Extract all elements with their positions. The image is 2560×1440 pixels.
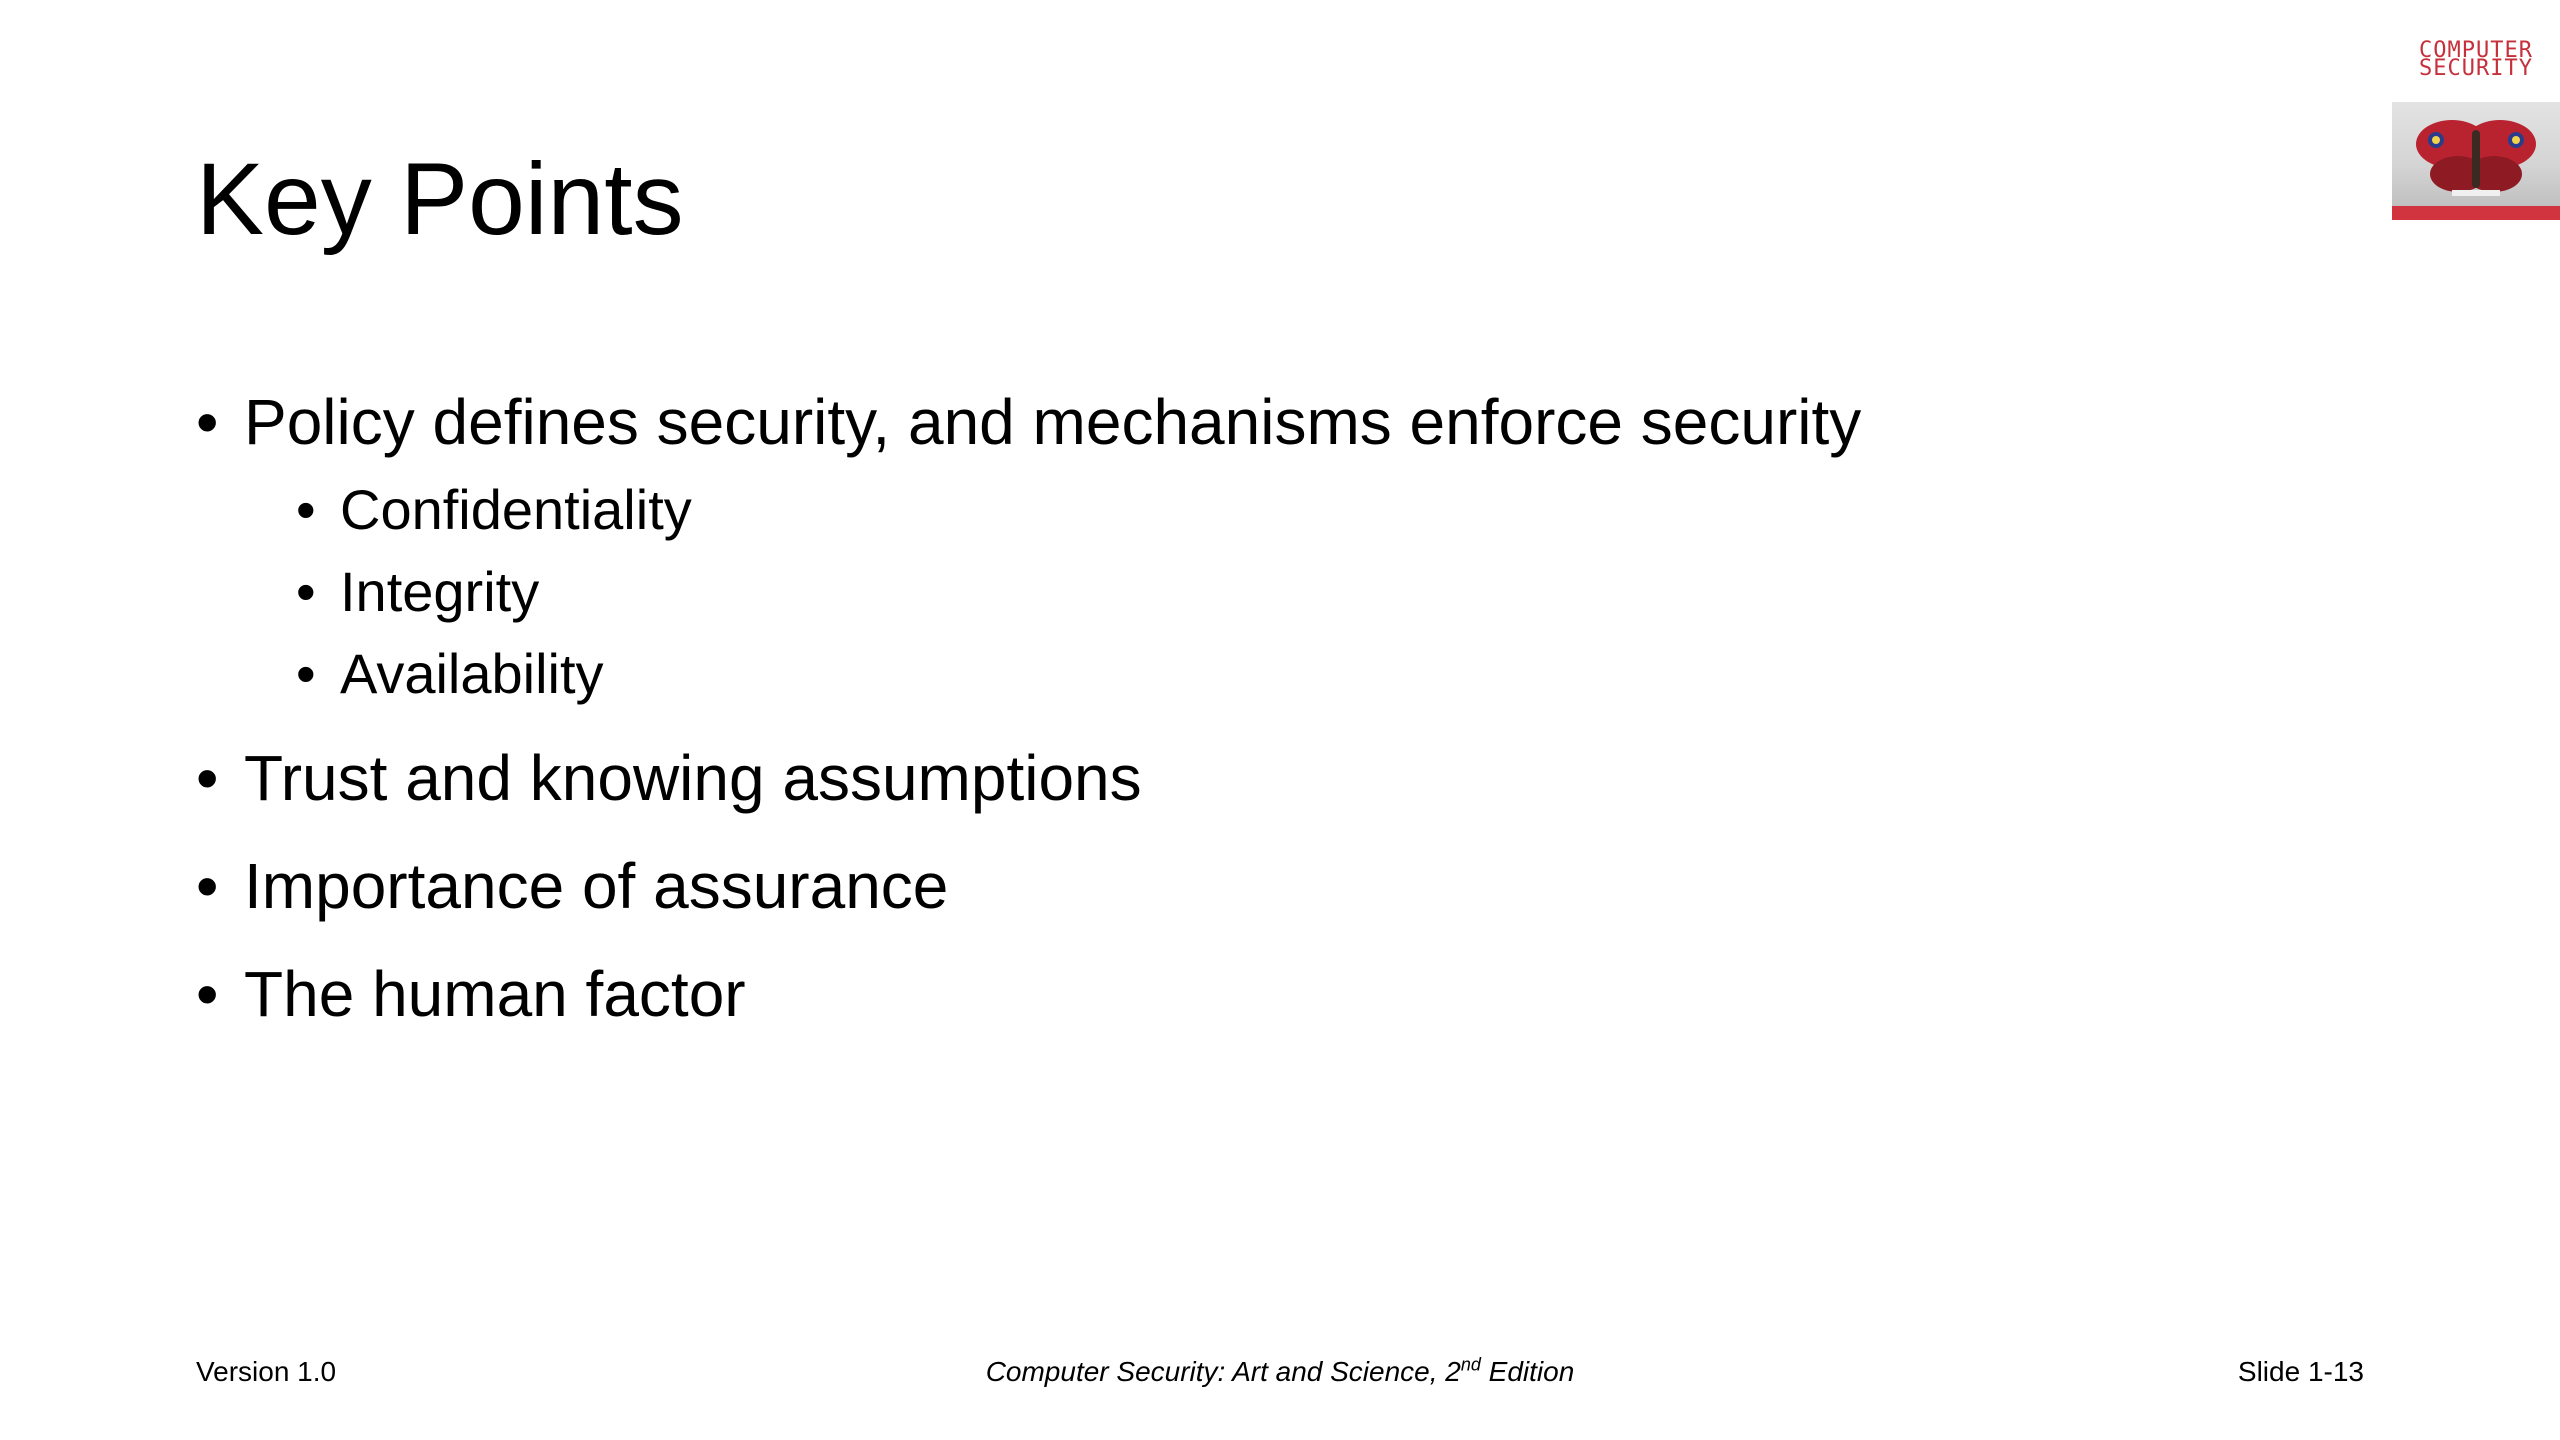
bullet-text: Trust and knowing assumptions xyxy=(244,742,1142,814)
sub-bullet-list xyxy=(292,478,2296,705)
footer-version: Version 1.0 xyxy=(196,1356,337,1387)
butterfly-icon xyxy=(2392,102,2560,208)
bullet-text: Policy defines security, and mechanisms enforce security xyxy=(244,386,1862,458)
bullet-item xyxy=(196,958,2296,1030)
bullet-item xyxy=(196,850,2296,922)
footer-slide-number: Slide 1-13 xyxy=(2237,1356,2364,1387)
bullet-item xyxy=(196,386,2296,705)
bullet-text: The human factor xyxy=(244,958,746,1030)
footer-book-title xyxy=(0,1354,2560,1387)
book-cover-title-line1: COMPUTER xyxy=(2419,38,2533,63)
bullet-text: Importance of assurance xyxy=(244,850,949,922)
bullet-list xyxy=(196,386,2296,1070)
butterfly-illustration xyxy=(2392,102,2560,208)
footer-edition-word: Edition xyxy=(1480,1356,1575,1387)
book-cover-image xyxy=(2392,0,2560,220)
book-cover-band xyxy=(2392,206,2560,220)
bullet-item xyxy=(196,742,2296,814)
footer-book-title-text: Computer Security: Art and Science, 2 xyxy=(985,1356,1461,1387)
slide-title: Key Points xyxy=(196,142,684,256)
footer-edition-superscript: nd xyxy=(1460,1354,1481,1375)
sub-bullet-item: • Availability xyxy=(292,646,2296,702)
sub-bullet-item: • Integrity xyxy=(292,564,2296,620)
sub-bullet-item: • Confidentiality xyxy=(292,482,2296,538)
book-cover-title-line2: SECURITY xyxy=(2419,56,2533,81)
